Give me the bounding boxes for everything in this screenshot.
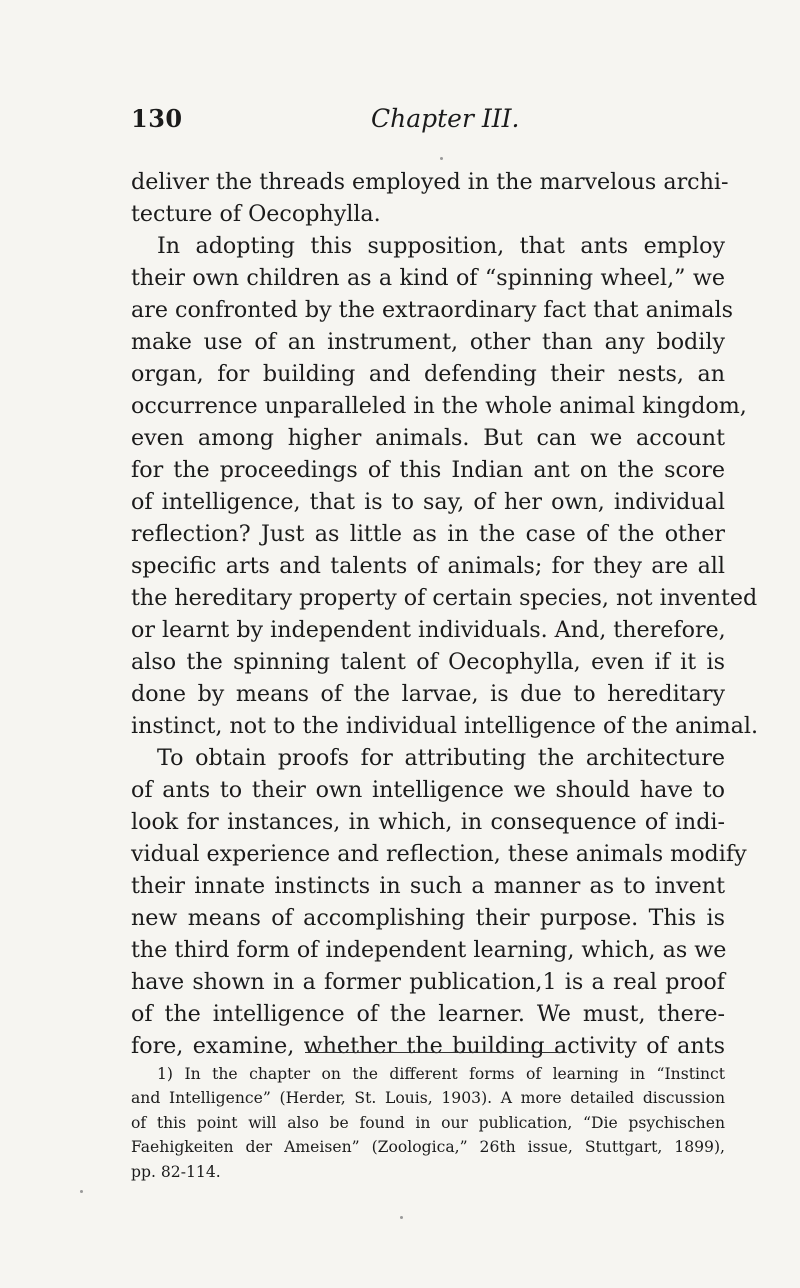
body-line: their own children as a kind of “spinning wheel,” we — [131, 265, 725, 291]
body-line: In adopting this supposition, that ants employ — [157, 233, 725, 259]
footnote-line: pp. 82-114. — [131, 1162, 221, 1181]
body-line: done by means of the larvae, is due to hereditary — [131, 681, 725, 707]
running-head: Chapter III. — [371, 104, 520, 133]
body-line: deliver the threads employed in the marvelous archi- — [131, 169, 729, 195]
body-line: of the intelligence of the learner. We must, there- — [131, 1001, 725, 1027]
body-line: tecture of Oecophylla. — [131, 201, 381, 227]
footnote-line: of this point will also be found in our publication, “Die psychischen — [131, 1113, 725, 1132]
body-line: the hereditary property of certain species, not invented — [131, 585, 758, 611]
body-line: are confronted by the extraordinary fact that animals — [131, 297, 734, 323]
body-line: even among higher animals. But can we account — [131, 425, 725, 451]
page-header — [131, 104, 721, 140]
footnote-divider — [305, 1052, 567, 1053]
footnote-line: and Intelligence” (Herder, St. Louis, 1903). A more detailed discussion — [131, 1089, 725, 1108]
body-line: specific arts and talents of animals; for they are all — [131, 553, 725, 579]
paper-speck — [80, 1190, 83, 1193]
body-line: their innate instincts in such a manner as to invent — [131, 873, 725, 899]
body-line: the third form of independent learning, which, as we — [131, 937, 727, 963]
body-line: look for instances, in which, in consequence of indi- — [131, 809, 725, 835]
body-line: also the spinning talent of Oecophylla, even if it is — [131, 649, 725, 675]
footnote-line: 1) In the chapter on the different forms of learning in “Instinct — [157, 1065, 725, 1083]
body-line: reflection? Just as little as in the case of the other — [131, 521, 725, 547]
body-line: fore, examine, whether the building activity of ants — [131, 1033, 725, 1059]
body-line: for the proceedings of this Indian ant on the score — [131, 457, 725, 483]
body-line: make use of an instrument, other than any bodily — [131, 329, 725, 355]
body-line: organ, for building and defending their nests, an — [131, 361, 725, 387]
body-line: of intelligence, that is to say, of her own, individual — [131, 489, 725, 515]
body-line: instinct, not to the individual intelligence of the animal. — [131, 713, 759, 739]
footnotes — [131, 1062, 725, 1184]
page-number: 130 — [131, 104, 183, 133]
body-line: To obtain proofs for attributing the architecture — [157, 745, 725, 771]
body-text — [131, 166, 759, 1062]
body-line: vidual experience and reflection, these animals modify — [131, 841, 747, 867]
body-line: of ants to their own intelligence we should have to — [131, 777, 725, 803]
body-line: new means of accomplishing their purpose. This is — [131, 905, 725, 931]
paper-speck — [400, 1216, 403, 1219]
paper-speck — [440, 157, 443, 160]
body-line: or learnt by independent individuals. And, therefore, — [131, 617, 726, 643]
body-line: have shown in a former publication,1 is a real proof — [131, 969, 725, 995]
footnote-line: Faehigkeiten der Ameisen” (Zoologica,” 26th issue, Stuttgart, 1899), — [131, 1138, 725, 1157]
body-line: occurrence unparalleled in the whole animal kingdom, — [131, 393, 747, 419]
